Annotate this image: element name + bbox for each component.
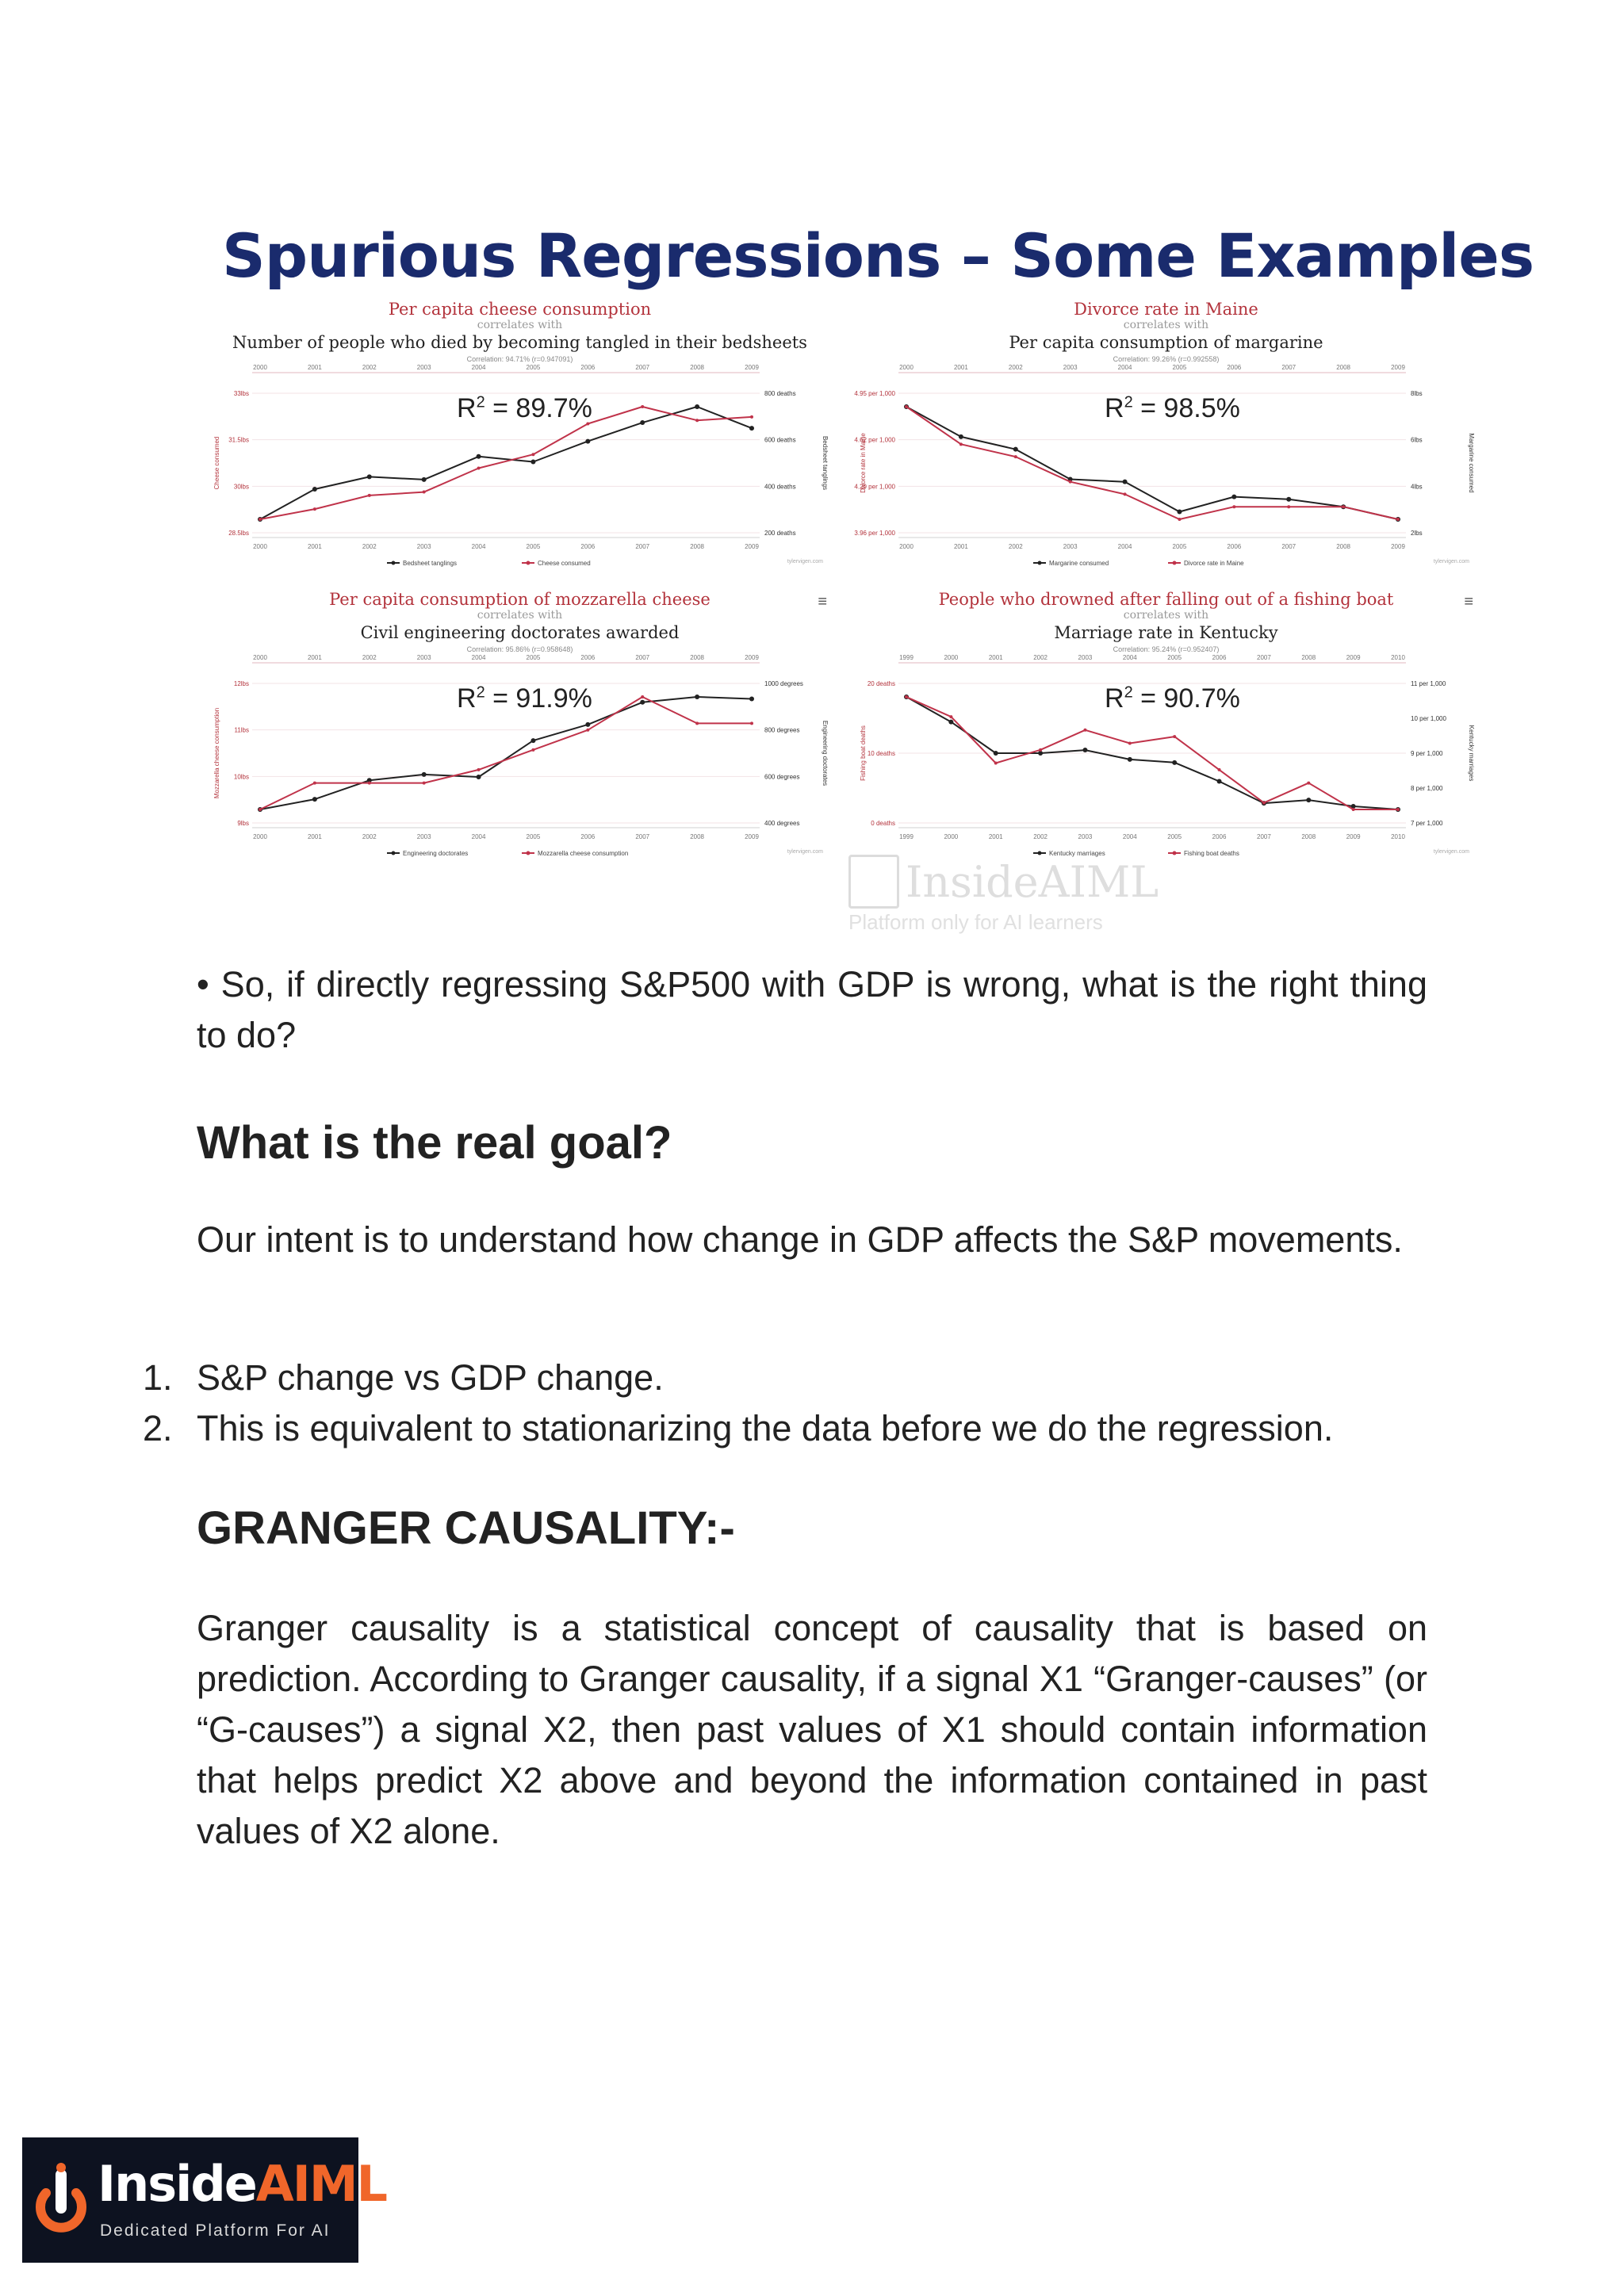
- x-tick-label-top: 2002: [362, 654, 377, 661]
- panel-correlates-with: correlates with: [477, 609, 563, 622]
- data-point: [949, 715, 952, 718]
- x-tick-label-top: 2000: [899, 364, 914, 371]
- x-tick-label: 2009: [745, 833, 759, 840]
- y-tick-label-left: 12lbs: [233, 680, 249, 687]
- heading-real-goal: What is the real goal?: [197, 1117, 672, 1169]
- data-point: [994, 762, 998, 765]
- list-item: [143, 1353, 1491, 1403]
- legend-marker: [1038, 561, 1042, 565]
- data-point: [477, 454, 481, 459]
- data-point: [477, 775, 481, 779]
- y-tick-label-left: 33lbs: [233, 390, 249, 397]
- r-squared-label: $R^2 = 90.7\%$: [1105, 683, 1240, 714]
- x-tick-label-top: 2001: [307, 364, 322, 371]
- data-point: [585, 722, 590, 727]
- data-point: [1218, 768, 1221, 771]
- data-point: [750, 721, 753, 725]
- y-tick-label-right: 400 degrees: [764, 820, 800, 827]
- chart-source: tylervigen.com: [787, 559, 823, 564]
- x-tick-label: 2007: [1281, 543, 1297, 550]
- data-point: [640, 420, 645, 425]
- data-point: [1083, 729, 1086, 732]
- y-tick-label-right: 800 deaths: [764, 390, 796, 397]
- chart-source: tylervigen.com: [1433, 849, 1469, 855]
- data-point: [905, 695, 908, 698]
- y-tick-label-left: 9lbs: [237, 820, 249, 827]
- x-tick-label-top: 2005: [1167, 654, 1182, 661]
- y-tick-label-left: 28.5lbs: [228, 530, 249, 537]
- data-point: [1352, 808, 1355, 811]
- data-point: [1287, 505, 1290, 508]
- data-point: [1013, 447, 1018, 452]
- data-point: [585, 439, 590, 444]
- y-axis-label-left: Mozzarella cheese consumption: [213, 707, 220, 799]
- y-axis-label-right: Engineering doctorates: [822, 720, 829, 786]
- x-tick-label: 2006: [1227, 543, 1242, 550]
- x-tick-label: 2008: [690, 543, 705, 550]
- data-point: [530, 738, 535, 743]
- panel-series-a: Per capita consumption of mozzarella cheese: [329, 590, 710, 609]
- data-point: [1396, 518, 1400, 521]
- x-tick-label: 2002: [1033, 833, 1048, 840]
- data-point: [1178, 518, 1181, 521]
- legend-marker: [527, 561, 530, 565]
- x-tick-label-top: 2004: [471, 364, 486, 371]
- x-tick-label: 2001: [307, 833, 322, 840]
- data-point: [641, 695, 644, 698]
- x-tick-label-top: 2006: [1212, 654, 1227, 661]
- list-item-text: This is equivalent to stationarizing the data before we do the regression.: [197, 1408, 1334, 1448]
- legend-label: Fishing boat deaths: [1184, 850, 1239, 857]
- x-tick-label: 2002: [362, 833, 377, 840]
- y-tick-label-right: 600 deaths: [764, 436, 796, 444]
- y-tick-label-right: 8 per 1,000: [1411, 785, 1443, 792]
- x-tick-label-top: 2000: [253, 654, 267, 661]
- x-tick-label-top: 2004: [1122, 654, 1137, 661]
- x-tick-label: 2001: [307, 543, 322, 550]
- x-tick-label: 2003: [1078, 833, 1093, 840]
- x-tick-label-top: 2008: [1301, 654, 1316, 661]
- x-tick-label: 2005: [526, 543, 541, 550]
- x-tick-label-top: 2001: [307, 654, 322, 661]
- data-point: [1232, 505, 1235, 508]
- data-point: [312, 797, 317, 802]
- data-point: [531, 748, 534, 752]
- y-axis-label-left: Cheese consumed: [213, 436, 220, 490]
- x-tick-label: 2006: [580, 543, 596, 550]
- data-point: [1307, 782, 1310, 785]
- x-tick-label-top: 2003: [1063, 364, 1078, 371]
- y-tick-label-right: 600 degrees: [764, 773, 800, 781]
- x-tick-label-top: 2010: [1391, 654, 1405, 661]
- x-tick-label: 2004: [1117, 543, 1132, 550]
- insideaiml-watermark: [848, 855, 1159, 935]
- y-tick-label-right: 9 per 1,000: [1411, 750, 1443, 757]
- x-tick-label: 2001: [988, 833, 1003, 840]
- list-item-text: S&P change vs GDP change.: [197, 1357, 664, 1398]
- panel-series-a: Divorce rate in Maine: [1074, 300, 1258, 319]
- heading-granger-causality: GRANGER CAUSALITY:-: [197, 1502, 735, 1554]
- data-point: [959, 442, 963, 446]
- data-point: [423, 491, 426, 494]
- list-item-number: 2.: [143, 1408, 173, 1448]
- x-tick-label-top: 1999: [899, 654, 914, 661]
- data-point: [1262, 802, 1266, 805]
- y-axis-label-right: Kentucky marriages: [1468, 725, 1475, 782]
- hamburger-menu-icon[interactable]: ≡: [818, 593, 827, 610]
- x-tick-label-top: 2007: [1281, 364, 1297, 371]
- y-tick-label-right: 7 per 1,000: [1411, 820, 1443, 827]
- data-point: [259, 808, 262, 811]
- data-point: [695, 721, 699, 725]
- data-point: [1342, 505, 1345, 508]
- insideaiml-logo: [22, 2137, 387, 2263]
- x-tick-label: 2008: [690, 833, 705, 840]
- list-item-number: 1.: [143, 1357, 173, 1398]
- data-point: [1123, 480, 1128, 484]
- panel-correlates-with: correlates with: [1123, 319, 1209, 331]
- x-tick-label-top: 2007: [635, 364, 650, 371]
- x-tick-label-top: 2007: [635, 654, 650, 661]
- x-tick-label-top: 2000: [253, 364, 267, 371]
- x-tick-label-top: 2002: [362, 364, 377, 371]
- data-point: [368, 494, 371, 497]
- y-tick-label-left: 10 deaths: [867, 750, 895, 757]
- x-tick-label: 2000: [899, 543, 914, 550]
- x-tick-label-top: 2008: [1336, 364, 1351, 371]
- legend-label: Kentucky marriages: [1049, 850, 1105, 857]
- y-axis-label-left: Divorce rate in Maine: [860, 433, 867, 493]
- x-tick-label: 2008: [1336, 543, 1351, 550]
- watermark-logo-icon: [848, 855, 899, 909]
- data-point: [422, 772, 427, 777]
- x-tick-label: 2007: [635, 833, 650, 840]
- data-point: [1177, 510, 1182, 515]
- data-point: [749, 426, 754, 430]
- x-tick-label: 2000: [944, 833, 959, 840]
- x-tick-label: 2005: [1167, 833, 1182, 840]
- data-point: [1069, 480, 1072, 484]
- y-tick-label-right: 8lbs: [1411, 390, 1423, 397]
- x-tick-label: 2003: [416, 543, 431, 550]
- watermark-subtitle: Platform only for AI learners: [848, 910, 1103, 934]
- x-tick-label-top: 2006: [580, 654, 596, 661]
- x-tick-label: 2007: [1257, 833, 1271, 840]
- legend-marker: [527, 851, 530, 855]
- x-tick-label-top: 2003: [416, 364, 431, 371]
- r-squared-label: $R^2 = 98.5\%$: [1105, 393, 1240, 423]
- x-tick-label: 2006: [580, 833, 596, 840]
- y-tick-label-left: 10lbs: [233, 773, 249, 781]
- x-tick-label: 2003: [416, 833, 431, 840]
- x-tick-label-top: 2009: [1391, 364, 1405, 371]
- legend-label: Mozzarella cheese consumption: [538, 850, 629, 857]
- y-tick-label-left: 20 deaths: [867, 680, 895, 687]
- r-squared-label: $R^2 = 91.9\%$: [457, 683, 592, 714]
- x-tick-label: 2009: [1346, 833, 1361, 840]
- numbered-list: [143, 1353, 1491, 1454]
- y-tick-label-right: 6lbs: [1411, 436, 1423, 444]
- panel-series-b: Number of people who died by becoming tangled in their bedsheets: [232, 333, 807, 352]
- x-tick-label: 2000: [253, 543, 267, 550]
- data-point: [640, 700, 645, 705]
- insideaiml-logo-icon: [35, 2161, 87, 2239]
- chart-source: tylervigen.com: [787, 849, 823, 855]
- panel-correlation: Correlation: 95.86% (r=0.958648): [466, 645, 573, 653]
- x-tick-label: 2003: [1063, 543, 1078, 550]
- panel-series-b: Civil engineering doctorates awarded: [360, 623, 680, 642]
- x-tick-label: 2009: [1391, 543, 1405, 550]
- y-tick-label-right: 4lbs: [1411, 483, 1423, 491]
- legend-label: Engineering doctorates: [403, 850, 469, 857]
- data-point: [1082, 748, 1087, 752]
- intent-paragraph: Our intent is to understand how change in GDP affects the S&P movements.: [197, 1219, 1403, 1260]
- logo-tagline: Dedicated Platform For AI: [100, 2221, 331, 2240]
- x-tick-label-top: 2006: [1227, 364, 1242, 371]
- data-point: [368, 782, 371, 785]
- data-point: [1172, 760, 1177, 765]
- data-point: [750, 415, 753, 419]
- x-tick-label-top: 2003: [1078, 654, 1093, 661]
- y-axis-label-right: Bedsheet tanglings: [822, 435, 829, 491]
- panel-correlation: Correlation: 94.71% (r=0.947091): [466, 355, 573, 363]
- y-tick-label-right: 10 per 1,000: [1411, 715, 1446, 722]
- x-tick-label-top: 2006: [580, 364, 596, 371]
- legend-marker: [1173, 561, 1177, 565]
- granger-paragraph: Granger causality is a statistical concept of causality that is based on prediction. According to Granger causality, if a signal X1 “Granger-causes” (or “G-causes”) a signal X2, then past values of X1 should contain information that helps predict X2 above and beyond the information contained in past values of X2 alone.: [197, 1608, 1427, 1851]
- list-item: [143, 1403, 1491, 1454]
- y-tick-label-left: 30lbs: [233, 483, 249, 491]
- y-tick-label-left: 3.96 per 1,000: [854, 530, 895, 537]
- panel-correlation: Correlation: 99.26% (r=0.992558): [1113, 355, 1220, 363]
- y-tick-label-left: 4.95 per 1,000: [854, 390, 895, 397]
- x-tick-label: 2000: [253, 833, 267, 840]
- y-tick-label-right: 11 per 1,000: [1411, 680, 1446, 687]
- x-tick-label: 2004: [1122, 833, 1137, 840]
- panel-series-b: Per capita consumption of margarine: [1009, 333, 1323, 352]
- hamburger-menu-icon[interactable]: ≡: [1464, 593, 1473, 610]
- x-tick-label-top: 2001: [988, 654, 1003, 661]
- panel-series-b: Marriage rate in Kentucky: [1054, 623, 1278, 642]
- x-tick-label-top: 2007: [1257, 654, 1271, 661]
- chart-panel-mozzarella-doctorates: [213, 590, 827, 875]
- legend-label: Cheese consumed: [538, 560, 591, 567]
- x-tick-label-top: 2003: [416, 654, 431, 661]
- x-tick-label-top: 2008: [690, 654, 705, 661]
- chart-source: tylervigen.com: [1433, 559, 1469, 564]
- x-tick-label-top: 2009: [745, 364, 759, 371]
- y-tick-label-left: 31.5lbs: [228, 436, 249, 444]
- x-tick-label-top: 2002: [1033, 654, 1048, 661]
- data-point: [905, 405, 908, 408]
- data-point: [1396, 808, 1400, 811]
- data-point: [749, 696, 754, 701]
- panel-series-a: Per capita cheese consumption: [388, 300, 652, 319]
- panel-correlates-with: correlates with: [477, 319, 563, 331]
- y-tick-label-right: 400 deaths: [764, 483, 796, 491]
- data-point: [695, 419, 699, 422]
- x-tick-label: 2005: [526, 833, 541, 840]
- panel-series-a: People who drowned after falling out of a fishing boat: [938, 590, 1394, 609]
- x-tick-label: 2006: [1212, 833, 1227, 840]
- data-point: [313, 782, 316, 785]
- data-point: [530, 460, 535, 465]
- data-point: [994, 751, 998, 756]
- y-tick-label-right: 800 degrees: [764, 726, 800, 734]
- data-point: [259, 518, 262, 521]
- x-tick-label: 2002: [1008, 543, 1023, 550]
- data-point: [1039, 748, 1042, 752]
- data-point: [586, 729, 589, 732]
- data-point: [1038, 751, 1043, 756]
- data-point: [477, 466, 481, 469]
- data-point: [531, 453, 534, 456]
- r-squared-label: $R^2 = 89.7\%$: [457, 393, 592, 423]
- panel-correlates-with: correlates with: [1123, 609, 1209, 622]
- spurious-regressions-slide: [213, 220, 1624, 954]
- bullet-paragraph: • So, if directly regressing S&P500 with GDP is wrong, what is the right thing to do?: [197, 964, 1427, 1055]
- legend-label: Margarine consumed: [1049, 560, 1109, 567]
- x-tick-label: 2004: [471, 543, 486, 550]
- y-tick-label-left: 4.62 per 1,000: [854, 436, 895, 444]
- data-point: [422, 477, 427, 482]
- x-tick-label-top: 2005: [526, 654, 541, 661]
- y-tick-label-left: 4.29 per 1,000: [854, 483, 895, 491]
- y-tick-label-left: 0 deaths: [871, 820, 895, 827]
- x-tick-label-top: 2001: [953, 364, 968, 371]
- data-point: [1128, 757, 1132, 762]
- y-tick-label-left: 11lbs: [234, 726, 249, 734]
- x-tick-label-top: 2002: [1008, 364, 1023, 371]
- data-point: [367, 474, 372, 479]
- legend-label: Divorce rate in Maine: [1184, 560, 1244, 567]
- x-tick-label-top: 2000: [944, 654, 959, 661]
- x-tick-label: 2010: [1391, 833, 1405, 840]
- data-point: [313, 507, 316, 511]
- y-tick-label-right: 200 deaths: [764, 530, 796, 537]
- y-axis-label-right: Margarine consumed: [1468, 433, 1475, 493]
- legend-marker: [1173, 851, 1177, 855]
- x-tick-label: 2004: [471, 833, 486, 840]
- y-axis-label-left: Fishing boat deaths: [860, 725, 867, 781]
- data-point: [1217, 779, 1222, 783]
- x-tick-label-top: 2004: [471, 654, 486, 661]
- logo-wordmark: InsideAIML: [98, 2155, 387, 2213]
- data-point: [1128, 741, 1132, 744]
- x-tick-label: 2002: [362, 543, 377, 550]
- data-point: [1306, 798, 1311, 802]
- x-tick-label-top: 2004: [1117, 364, 1132, 371]
- x-tick-label-top: 2009: [1346, 654, 1361, 661]
- legend-marker: [392, 851, 396, 855]
- x-tick-label: 2009: [745, 543, 759, 550]
- data-point: [1231, 495, 1236, 499]
- x-tick-label-top: 2008: [690, 364, 705, 371]
- x-tick-label: 1999: [899, 833, 914, 840]
- data-point: [641, 405, 644, 408]
- x-tick-label: 2001: [953, 543, 968, 550]
- x-tick-label: 2005: [1172, 543, 1187, 550]
- data-point: [477, 768, 481, 771]
- data-point: [423, 782, 426, 785]
- legend-label: Bedsheet tanglings: [403, 560, 458, 567]
- watermark-name: InsideAIML: [906, 856, 1159, 907]
- chart-panel-divorce-margarine: [854, 300, 1475, 585]
- x-tick-label-top: 2009: [745, 654, 759, 661]
- data-point: [312, 487, 317, 492]
- chart-panel-drowning-marriage: [859, 590, 1473, 875]
- data-point: [1286, 497, 1291, 502]
- data-point: [695, 695, 699, 699]
- x-tick-label-top: 2005: [526, 364, 541, 371]
- legend-marker: [392, 561, 396, 565]
- data-point: [948, 720, 953, 725]
- data-point: [695, 404, 699, 409]
- data-point: [1173, 735, 1176, 738]
- data-point: [959, 434, 963, 439]
- data-point: [1014, 455, 1017, 458]
- y-tick-label-right: 1000 degrees: [764, 680, 803, 687]
- panel-correlation: Correlation: 95.24% (r=0.952407): [1113, 645, 1220, 653]
- data-point: [1124, 492, 1127, 496]
- slide-title: Spurious Regressions – Some Examples: [222, 220, 1534, 291]
- chart-panel-cheese-bedsheets: [213, 300, 827, 585]
- y-tick-label-right: 2lbs: [1411, 530, 1423, 537]
- x-tick-label: 2007: [635, 543, 650, 550]
- x-tick-label: 2008: [1301, 833, 1316, 840]
- x-tick-label-top: 2005: [1172, 364, 1187, 371]
